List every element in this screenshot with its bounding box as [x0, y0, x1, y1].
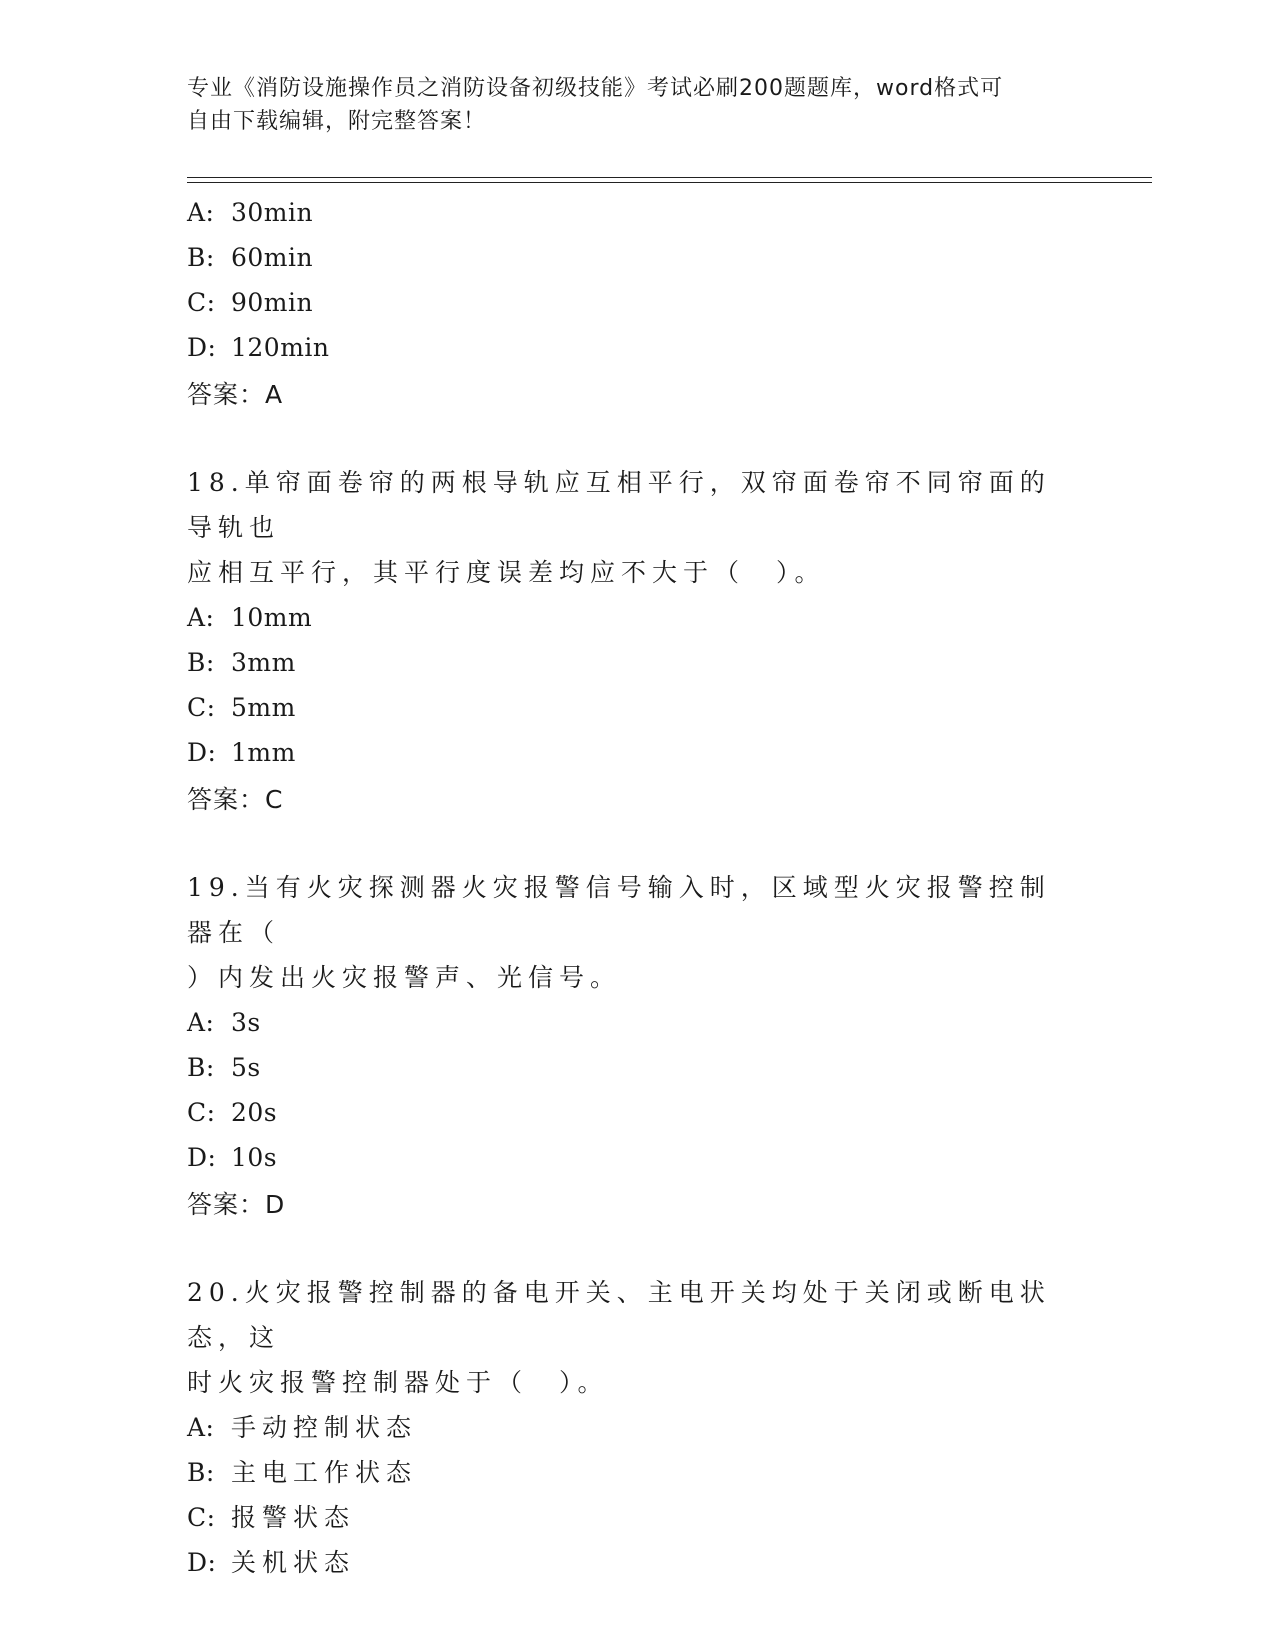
- option-text: 10mm: [231, 602, 313, 632]
- header-rule-top: [187, 177, 1152, 178]
- option-letter: D:: [187, 1142, 217, 1172]
- option-text: 5mm: [231, 692, 296, 722]
- option-a: [187, 190, 1087, 235]
- question-stem-line-2: 时火灾报警控制器处于（ ）。: [187, 1368, 609, 1397]
- option-c: [187, 1495, 1087, 1540]
- question-stem-line-1: 20.火灾报警控制器的备电开关、主电开关均处于关闭或断电状态，这: [187, 1278, 1051, 1352]
- answer-line: 答案：D: [187, 1189, 286, 1219]
- option-text: 1mm: [231, 737, 296, 767]
- option-text: 手动控制状态: [231, 1412, 418, 1442]
- question-stem: [187, 460, 1067, 595]
- option-letter: B:: [187, 242, 215, 272]
- option-text: 30min: [231, 197, 314, 227]
- option-b: [187, 640, 1087, 685]
- option-letter: B:: [187, 1052, 215, 1082]
- option-c: [187, 685, 1087, 730]
- question-content: [187, 190, 1087, 1585]
- option-d: [187, 1135, 1087, 1180]
- option-letter: A:: [187, 1412, 215, 1442]
- option-text: 90min: [231, 287, 314, 317]
- question-18: [187, 460, 1087, 820]
- option-text: 5s: [231, 1052, 261, 1082]
- option-letter: C:: [187, 287, 216, 317]
- question-stem: [187, 865, 1067, 1000]
- question-stem-line-2: 应相互平行，其平行度误差均应不大于（ ）。: [187, 558, 826, 587]
- option-c: [187, 280, 1087, 325]
- option-letter: C:: [187, 692, 216, 722]
- option-a: [187, 1405, 1087, 1450]
- option-letter: C:: [187, 1502, 216, 1532]
- option-d: [187, 730, 1087, 775]
- option-letter: D:: [187, 1547, 217, 1577]
- option-a: [187, 1000, 1087, 1045]
- option-letter: B:: [187, 1457, 215, 1487]
- option-d: [187, 1540, 1087, 1585]
- question-stem: [187, 1270, 1067, 1405]
- option-text: 报警状态: [231, 1502, 356, 1532]
- option-text: 120min: [231, 332, 330, 362]
- option-d: [187, 325, 1087, 370]
- answer-line: 答案：C: [187, 784, 284, 814]
- question-17-continued: [187, 190, 1087, 415]
- option-letter: D:: [187, 737, 217, 767]
- option-b: [187, 1045, 1087, 1090]
- header-line-1: 专业《消防设施操作员之消防设备初级技能》考试必刷200题题库，word格式可: [187, 76, 1004, 101]
- header-rule-bottom: [187, 182, 1152, 183]
- question-19: [187, 865, 1087, 1225]
- header-line-2: 自由下载编辑，附完整答案！: [187, 109, 487, 134]
- option-letter: A:: [187, 1007, 215, 1037]
- option-a: [187, 595, 1087, 640]
- option-c: [187, 1090, 1087, 1135]
- document-header: [187, 72, 1067, 138]
- question-stem-line-1: 18.单帘面卷帘的两根导轨应互相平行，双帘面卷帘不同帘面的导轨也: [187, 468, 1051, 542]
- option-letter: D:: [187, 332, 217, 362]
- option-text: 主电工作状态: [231, 1457, 418, 1487]
- option-text: 关机状态: [231, 1547, 356, 1577]
- option-text: 10s: [231, 1142, 278, 1172]
- question-20: [187, 1270, 1087, 1585]
- option-b: [187, 235, 1087, 280]
- option-letter: A:: [187, 197, 215, 227]
- option-letter: A:: [187, 602, 215, 632]
- question-stem-line-2: ）内发出火灾报警声、光信号。: [187, 963, 622, 992]
- option-letter: C:: [187, 1097, 216, 1127]
- option-text: 3mm: [231, 647, 296, 677]
- option-b: [187, 1450, 1087, 1495]
- option-text: 3s: [231, 1007, 261, 1037]
- option-letter: B:: [187, 647, 215, 677]
- option-text: 60min: [231, 242, 314, 272]
- answer-line: 答案：A: [187, 379, 284, 409]
- option-text: 20s: [231, 1097, 278, 1127]
- question-stem-line-1: 19.当有火灾探测器火灾报警信号输入时，区域型火灾报警控制器在（: [187, 873, 1051, 947]
